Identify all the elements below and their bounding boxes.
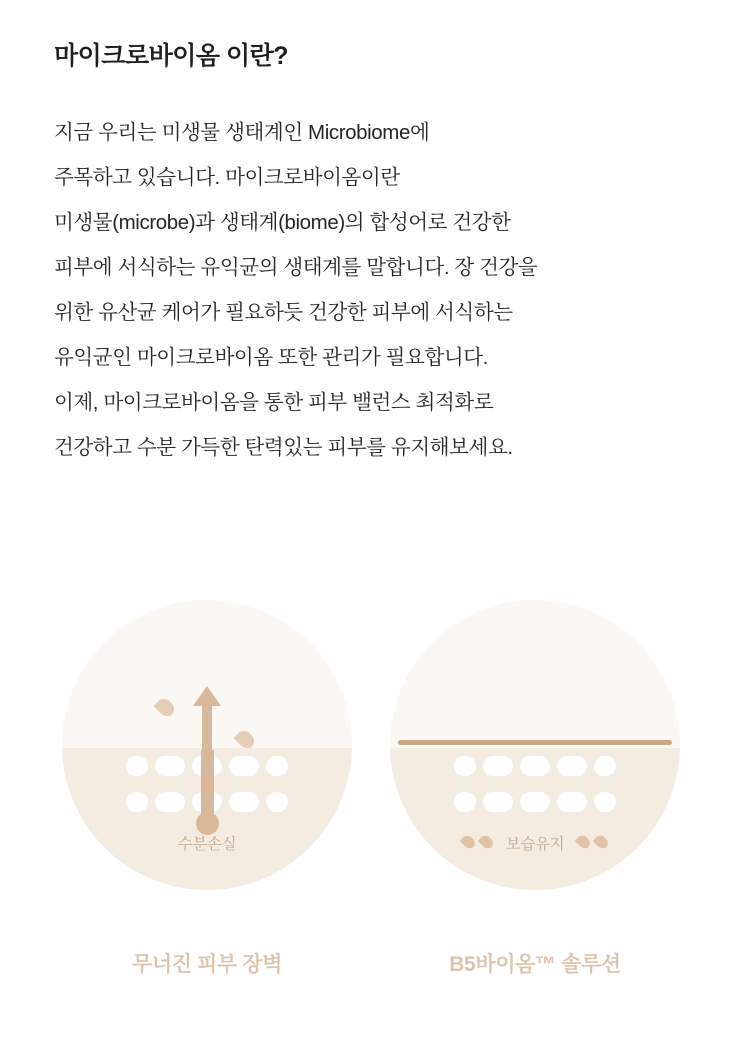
skin-cell-icon: [266, 756, 288, 776]
figure-inner-caption: [390, 832, 680, 854]
skin-cell-icon: [483, 756, 513, 776]
water-drop-icon: [153, 695, 177, 719]
skin-cell-icon: [520, 756, 550, 776]
drop-pair-right: [578, 835, 607, 849]
skin-cell-icon: [483, 792, 513, 812]
upward-arrow-head-icon: [193, 686, 221, 706]
body-line: 미생물(microbe)과 생태계(biome)의 합성어로 건강한: [54, 211, 511, 234]
skin-cell-row: [390, 756, 680, 782]
skin-cell-icon: [266, 792, 288, 812]
water-drop-icon: [575, 833, 593, 851]
page-title: 마이크로바이옴 이란?: [54, 42, 289, 70]
figure-circle: [390, 600, 680, 890]
figure-inner-caption-text: 수분손실: [177, 836, 237, 853]
intact-barrier-line: [398, 740, 672, 745]
skin-cell-row: [390, 792, 680, 818]
body-line: 이제, 마이크로바이옴을 통한 피부 밸런스 최적화로: [54, 391, 494, 414]
skin-cell-icon: [126, 792, 148, 812]
skin-cell-icon: [454, 792, 476, 812]
body-line: 피부에 서식하는 유익균의 생태계를 말합니다. 장 건강을: [54, 256, 538, 279]
water-drop-icon: [477, 833, 495, 851]
body-line: 건강하고 수분 가득한 탄력있는 피부를 유지해보세요.: [54, 436, 513, 459]
figure-label: B5바이옴™ 솔루션: [449, 953, 621, 976]
figure-label: 무너진 피부 장벽: [131, 953, 283, 976]
skin-cell-icon: [126, 756, 148, 776]
water-drop-icon: [459, 833, 477, 851]
body-line: 지금 우리는 미생물 생태계인 Microbiome에: [54, 121, 430, 144]
figure-damaged-barrier: [62, 600, 352, 1020]
body-line: 주목하고 있습니다. 마이크로바이옴이란: [54, 166, 400, 189]
skin-cell-icon: [229, 756, 259, 776]
figure-inner-caption-text: 보습유지: [505, 836, 565, 853]
figure-inner-caption: [62, 832, 352, 854]
figure-biome-solution: [390, 600, 680, 1020]
upward-arrow-icon: [202, 700, 212, 758]
skin-cell-icon: [155, 756, 185, 776]
skin-cell-icon: [229, 792, 259, 812]
skin-cell-icon: [557, 756, 587, 776]
body-line: 유익균인 마이크로바이옴 또한 관리가 필요합니다.: [54, 346, 488, 369]
skin-cell-icon: [557, 792, 587, 812]
body-line: 위한 유산균 케어가 필요하듯 건강한 피부에 서식하는: [54, 301, 513, 324]
skin-cell-icon: [454, 756, 476, 776]
skin-cell-icon: [155, 792, 185, 812]
figure-group: [0, 600, 741, 1020]
figure-circle: [62, 600, 352, 890]
water-drop-icon: [593, 833, 611, 851]
drop-pair-left: [463, 835, 492, 849]
skin-cell-icon: [594, 756, 616, 776]
skin-cell-icon: [520, 792, 550, 812]
body-paragraph: [54, 110, 694, 470]
skin-cell-icon: [594, 792, 616, 812]
